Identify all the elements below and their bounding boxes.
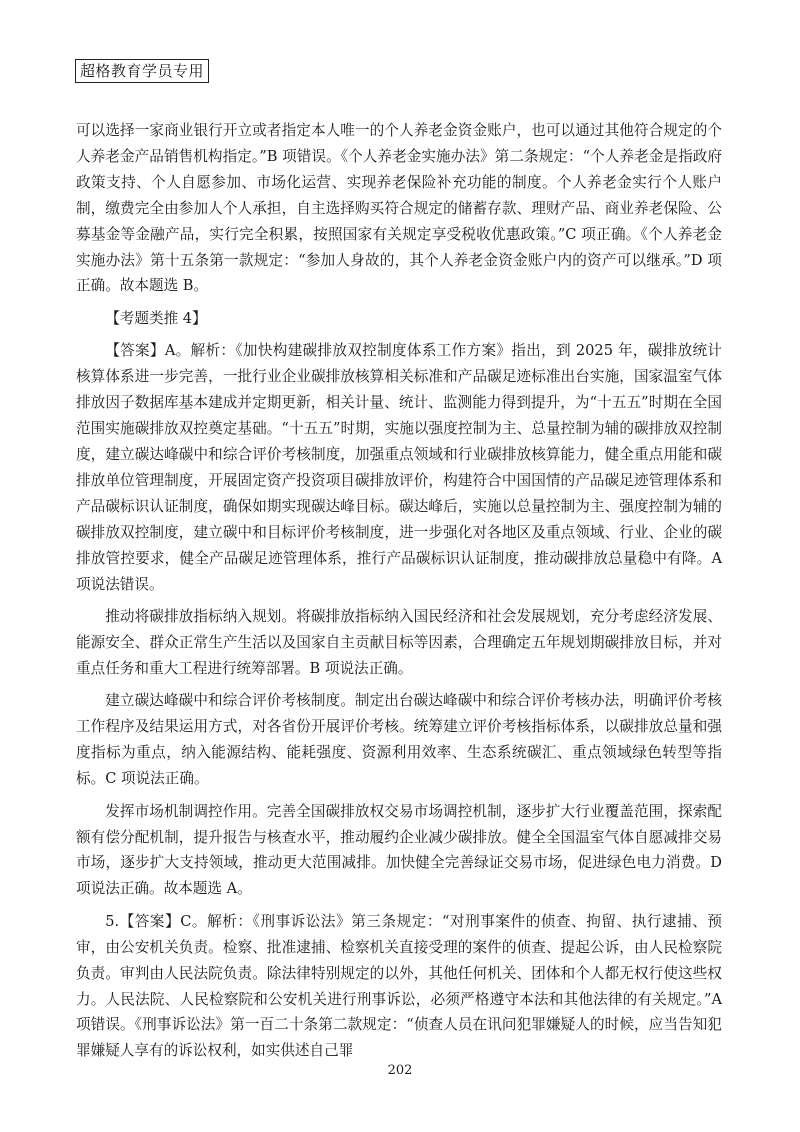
paragraph-pension-explanation: 可以选择一家商业银行开立或者指定本人唯一的个人养老金资金账户，也可以通过其他符合规定的个人养老金产品销售机构指定。”B 项错误。《个人养老金实施办法》第二条规定：“个人养老金是指政府政策支持、个人自愿参加、市场化运营、实现养老保险补充功能的制度。个人养老金实行个人账户制，缴费完全由参加人个人承担，自主选择购买符合规定的储蓄存款、理财产品、商业养老保险、公募基金等金融产品，实行完全积累，按照国家有关规定享受税收优惠政策。”C 项正确。《个人养老金实施办法》第十五条第一款规定：“参加人身故的，其个人养老金资金账户内的资产可以继承。”D 项正确。故本题选 B。	[76, 122, 722, 295]
paragraph-answer-carbon: 【答案】A。解析：《加快构建碳排放双控制度体系工作方案》指出，到 2025 年，碳排放统计核算体系进一步完善，一批行业企业碳排放核算相关标准和产品碳足迹标准出台实施，国家温室气体排放因子数据库基本建成并定期更新，相关计量、统计、监测能力得到提升，为“十五五”时期在全国范围实施碳排放双控奠定基础。“十五五”时期，实施以强度控制为主、总量控制为辅的碳排放双控制度，建立碳达峰碳中和综合评价考核制度，加强重点领域和行业碳排放核算能力，健全重点用能和碳排放单位管理制度，开展固定资产投资项目碳排放评价，构建符合中国国情的产品碳足迹管理体系和产品碳标识认证制度，确保如期实现碳达峰目标。碳达峰后，实施以总量控制为主、强度控制为辅的碳排放双控制度，建立碳中和目标评价考核制度，进一步强化对各地区及重点领域、行业、企业的碳排放管控要求，健全产品碳足迹管理体系，推行产品碳标识认证制度，推动碳排放总量稳中有降。A 项说法错误。	[76, 342, 722, 593]
paragraph-option-b: 推动将碳排放指标纳入规划。将碳排放指标纳入国民经济和社会发展规划，充分考虑经济发展、能源安全、群众正常生产生活以及国家自主贡献目标等因素，合理确定五年规划期碳排放目标，并对重点任务和重大工程进行统筹部署。B 项说法正确。	[76, 608, 722, 677]
paragraph-option-d: 发挥市场机制调控作用。完善全国碳排放权交易市场调控机制，逐步扩大行业覆盖范围，探索配额有偿分配机制，提升报告与核查水平，推动履约企业减少碳排放。健全全国温室气体自愿减排交易市场，逐步扩大支持领域，推动更大范围减排。加快健全完善绿证交易市场，促进绿色电力消费。D 项说法正确。故本题选 A。	[76, 802, 722, 898]
document-body	[76, 118, 722, 1064]
page-number: 202	[387, 1063, 413, 1078]
paragraph-option-c: 建立碳达峰碳中和综合评价考核制度。制定出台碳达峰碳中和综合评价考核办法，明确评价考核工作程序及结果运用方式，对各省份开展评价考核。统筹建立评价考核指标体系，以碳排放总量和强度指标为重点，纳入能源结构、能耗强度、资源利用效率、生态系统碳汇、重点领域绿色转型等指标。C 项说法正确。	[76, 692, 722, 788]
paragraph-question-5-answer: 5.【答案】C。解析：《刑事诉讼法》第三条规定：“对刑事案件的侦查、拘留、执行逮捕、预审，由公安机关负责。检察、批准逮捕、检察机关直接受理的案件的侦查、提起公诉，由人民检察院负责。审判由人民法院负责。除法律特别规定的以外，其他任何机关、团体和个人都无权行使这些权力。人民法院、人民检察院和公安机关进行刑事诉讼，必须严格遵守本法和其他法律的有关规定。”A 项错误。《刑事诉讼法》第一百二十条第二款规定：“侦查人员在讯问犯罪嫌疑人的时候，应当告知犯罪嫌疑人享有的诉讼权利，如实供述自己罪	[76, 912, 722, 1060]
header-label: 超格教育学员专用	[75, 59, 209, 83]
section-heading-kaoti-leitui-4: 【考题类推 4】	[105, 309, 207, 327]
